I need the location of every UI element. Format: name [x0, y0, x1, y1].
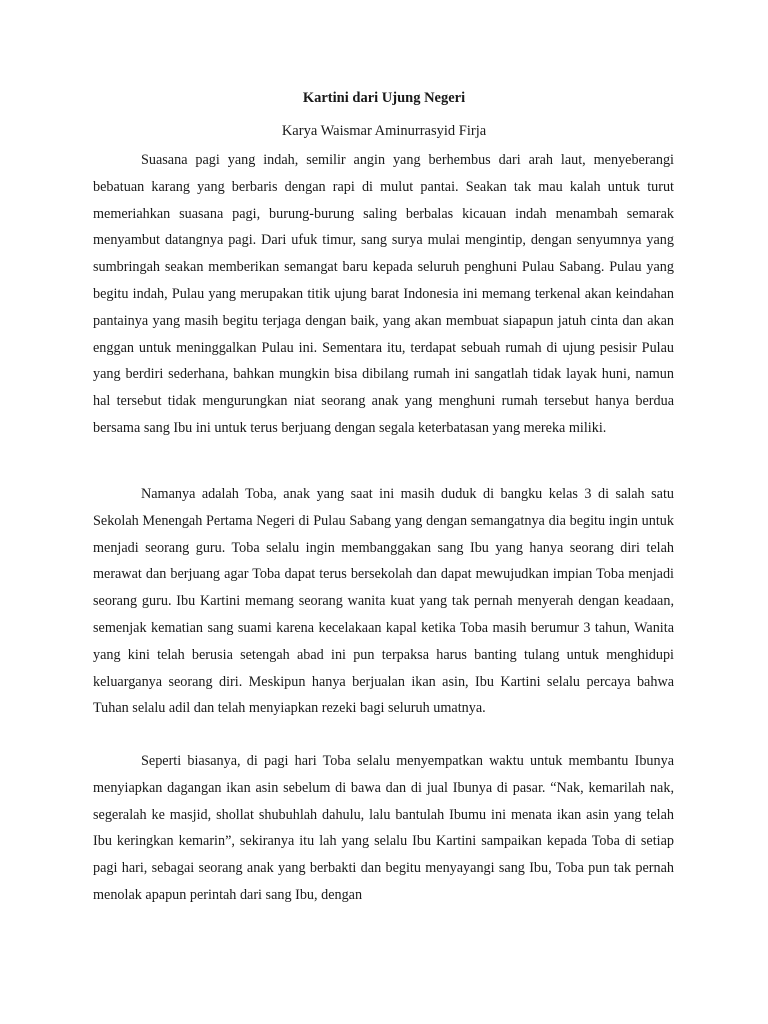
document-author: Karya Waismar Aminurrasyid Firja: [281, 123, 487, 139]
paragraph: Namanya adalah Toba, anak yang saat ini masih duduk di bangku kelas 3 di salah satu Sekolah Menengah Pertama Negeri di Pulau Sabang yang dengan semangatnya dia begitu ingin untuk menjadi seorang guru. Toba selalu ingin membanggakan sang Ibu yang hanya seorang diri telah merawat dan berjuang agar Toba dapat terus bersekolah dan dapat mewujudkan impian Toba menjadi seorang guru. Ibu Kartini memang seorang wanita kuat yang tak pernah menyerah dengan keadaan, semenjak kematian sang suami karena kecelakaan kapal ketika Toba masih berumur 3 tahun, Wanita yang kini telah berusia setengah abad ini pun terpaksa harus banting tulang untuk menghidupi keluarganya seorang diri. Meskipun hanya berjualan ikan asin, Ibu Kartini selalu percaya bahwa Tuhan selalu adil dan telah menyiapkan rezeki bagi seluruh umatnya.: [93, 486, 674, 717]
paragraph: Seperti biasanya, di pagi hari Toba selalu menyempatkan waktu untuk membantu Ibunya menyiapkan dagangan ikan asin sebelum di bawa dan di jual Ibunya di pasar. “Nak, kemarilah nak, segeralah ke masjid, shollat shubuhlah dahulu, lalu bantulah Ibumu ini menata ikan asin yang telah Ibu keringkan kemarin”, sekiranya itu lah yang selalu Ibu Kartini sampaikan kepada Toba di setiap pagi hari, sebagai seorang anak yang berbakti dan begitu menyayangi sang Ibu, Toba pun tak pernah menolak apapun perintah dari sang Ibu, dengan: [93, 753, 674, 903]
paragraph: Suasana pagi yang indah, semilir angin yang berhembus dari arah laut, menyeberangi bebatuan karang yang berbaris dengan rapi di mulut pantai. Seakan tak mau kalah untuk turut memeriahkan suasana pagi, burung-burung saling berbalas kicauan indah menambah semarak menyambut datangnya pagi. Dari ufuk timur, sang surya mulai mengintip, dengan senyumnya yang sumbringah seakan memberikan semangat baru kepada seluruh penghuni Pulau Sabang. Pulau yang begitu indah, Pulau yang merupakan titik ujung barat Indonesia ini memang terkenal akan keindahan pantainya yang masih begitu terjaga dengan baik, yang akan membuat siapapun jatuh cinta dan akan enggan untuk meninggalkan Pulau ini. Sementara itu, terdapat sebuah rumah di ujung pesisir Pulau yang berdiri sederhana, bahkan mungkin bisa dibilang rumah ini sangatlah tidak layak huni, namun hal tersebut tidak mengurungkan niat seorang anak yang menghuni rumah tersebut hanya berdua bersama sang Ibu ini untuk terus berjuang dengan segala keterbatasan yang mereka miliki.: [93, 152, 674, 436]
document-title: Kartini dari Ujung Negeri: [302, 90, 466, 106]
